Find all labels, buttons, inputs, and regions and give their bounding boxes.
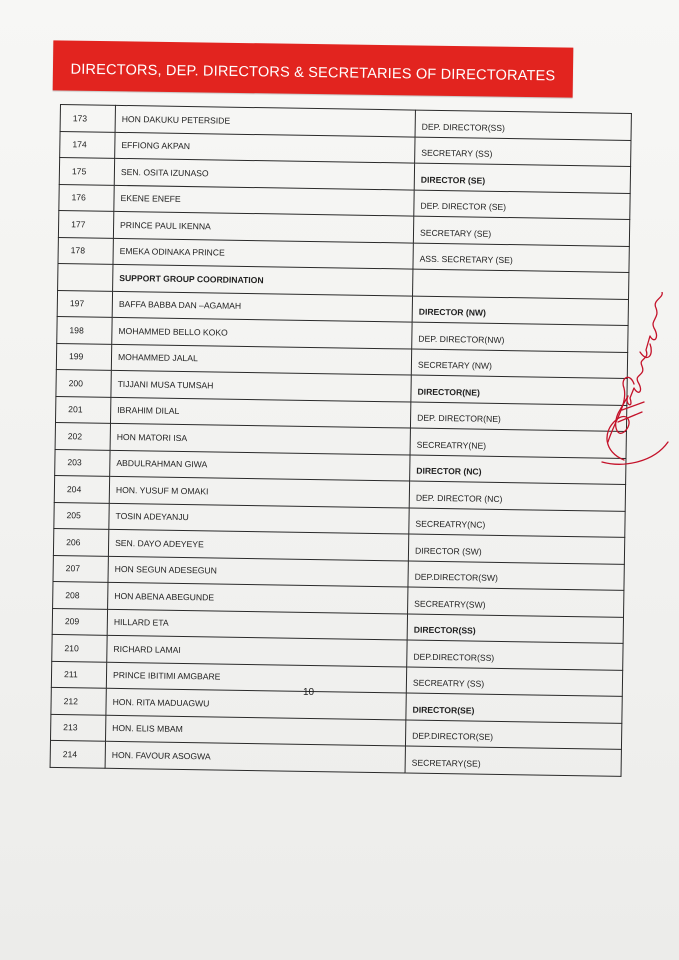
member-role: DIRECTOR(SE) — [406, 693, 622, 723]
member-role: SECRETARY (SS) — [415, 137, 631, 167]
table-body — [50, 105, 631, 776]
row-number: 200 — [56, 369, 111, 396]
member-role: DEP.DIRECTOR(SE) — [405, 720, 621, 750]
row-number: 203 — [55, 449, 110, 476]
row-number: 174 — [60, 131, 115, 158]
row-number: 197 — [57, 290, 112, 317]
page-number: 10 — [303, 687, 315, 698]
member-name: HON. FAVOUR ASOGWA — [105, 741, 405, 772]
row-number: 204 — [54, 475, 109, 502]
member-name: HON ABENA ABEGUNDE — [108, 582, 408, 613]
directors-table-container — [50, 104, 631, 776]
member-name: EKENE ENEFE — [114, 185, 414, 216]
row-number: 212 — [51, 687, 106, 714]
member-name: SEN. DAYO ADEYEYE — [108, 529, 408, 560]
banner-title: DIRECTORS, DEP. DIRECTORS & SECRETARIES OF DIRECTORATES — [70, 61, 556, 85]
row-number — [58, 263, 113, 290]
row-number: 209 — [52, 608, 107, 635]
member-name: MOHAMMED BELLO KOKO — [112, 317, 412, 348]
member-role: SECRETARY (SE) — [413, 216, 629, 246]
member-name: TIJJANI MUSA TUMSAH — [111, 370, 411, 401]
row-number: 176 — [59, 184, 114, 211]
row-number: 178 — [58, 237, 113, 264]
member-name: HON DAKUKU PETERSIDE — [115, 105, 415, 136]
member-role: DEP.DIRECTOR(SS) — [407, 640, 623, 670]
row-number: 199 — [56, 343, 111, 370]
member-name: TOSIN ADEYANJU — [109, 503, 409, 534]
member-name: PRINCE IBITIMI AMGBARE — [106, 662, 406, 693]
member-role: DIRECTOR (NW) — [412, 296, 628, 326]
member-role: DIRECTOR(SS) — [407, 614, 623, 644]
row-number: 210 — [52, 634, 107, 661]
member-role: DEP. DIRECTOR(SS) — [415, 110, 631, 140]
member-role: DIRECTOR (NC) — [410, 455, 626, 485]
member-name: EMEKA ODINAKA PRINCE — [113, 238, 413, 269]
member-role: SECREATRY(NE) — [410, 428, 626, 458]
member-name: RICHARD LAMAI — [107, 635, 407, 666]
member-role: DEP.DIRECTOR(SW) — [408, 561, 624, 591]
member-name: ABDULRAHMAN GIWA — [110, 450, 410, 481]
row-number: 175 — [59, 158, 114, 185]
row-number: 213 — [51, 714, 106, 741]
member-role: SECREATRY (SS) — [406, 667, 622, 697]
row-number: 201 — [55, 396, 110, 423]
member-name: HON SEGUN ADESEGUN — [108, 556, 408, 587]
member-name: IBRAHIM DILAL — [110, 397, 410, 428]
member-role: SECREATRY(SW) — [408, 587, 624, 617]
row-number: 202 — [55, 422, 110, 449]
section-heading: SUPPORT GROUP COORDINATION — [113, 264, 413, 295]
member-role: DIRECTOR (SE) — [414, 163, 630, 193]
member-name: BAFFA BABBA DAN –AGAMAH — [112, 291, 412, 322]
member-name: HON. YUSUF M OMAKI — [109, 476, 409, 507]
row-number: 177 — [58, 210, 113, 237]
member-role: SECRETARY (NW) — [411, 349, 627, 379]
member-role: ASS. SECRETARY (SE) — [413, 243, 629, 273]
member-name: MOHAMMED JALAL — [111, 344, 411, 375]
member-role: DIRECTOR(NE) — [411, 375, 627, 405]
member-name: SEN. OSITA IZUNASO — [114, 158, 414, 189]
member-role: DEP. DIRECTOR(NE) — [410, 402, 626, 432]
member-role: DEP. DIRECTOR (SE) — [414, 190, 630, 220]
row-number: 211 — [51, 661, 106, 688]
member-name: HON MATORI ISA — [110, 423, 410, 454]
row-number: 206 — [53, 528, 108, 555]
row-number: 214 — [50, 740, 105, 767]
member-role: DIRECTOR (SW) — [408, 534, 624, 564]
member-name: HON. RITA MADUAGWU — [106, 688, 406, 719]
member-name: HON. ELIS MBAM — [105, 715, 405, 746]
handwritten-signature-icon — [594, 292, 674, 472]
member-role: DEP. DIRECTOR (NC) — [409, 481, 625, 511]
title-banner — [53, 40, 574, 97]
row-number: 205 — [54, 502, 109, 529]
member-role: SECRETARY(SE) — [405, 746, 621, 776]
row-number: 198 — [57, 316, 112, 343]
member-name: EFFIONG AKPAN — [115, 132, 415, 163]
directors-table — [50, 104, 632, 776]
member-role: SECREATRY(NC) — [409, 508, 625, 538]
member-name: HILLARD ETA — [107, 609, 407, 640]
member-name: PRINCE PAUL IKENNA — [113, 211, 413, 242]
row-number: 173 — [60, 105, 115, 132]
row-number: 208 — [53, 581, 108, 608]
member-role: DEP. DIRECTOR(NW) — [412, 322, 628, 352]
row-number: 207 — [53, 555, 108, 582]
